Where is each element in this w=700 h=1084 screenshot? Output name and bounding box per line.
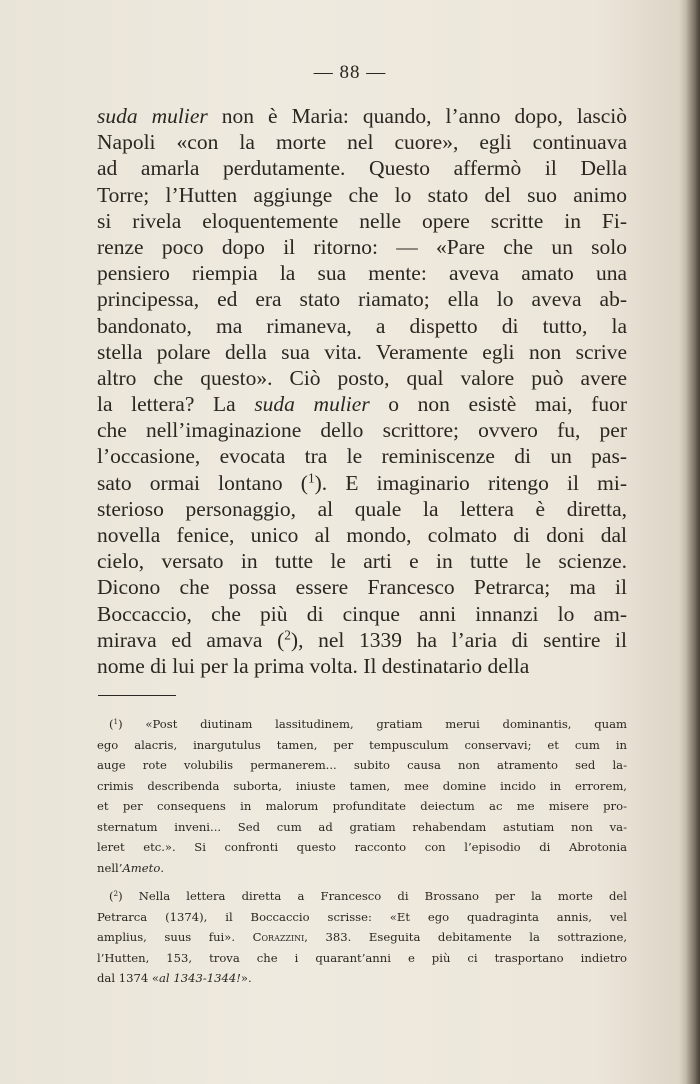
main-text <box>97 103 627 679</box>
italic-text: suda mulier <box>97 104 208 128</box>
text-run: , 383. Eseguita debitamente la sottrazione, <box>304 930 628 944</box>
footnote-reference: 1 <box>307 470 315 486</box>
text-line <box>97 103 627 129</box>
text-run: la lettera? La <box>97 392 255 417</box>
text-line <box>97 522 627 548</box>
footnote-reference: 2 <box>113 889 119 899</box>
text-run: non è Maria: quando, l’anno dopo, lasciò <box>207 104 627 128</box>
footnote-2 <box>97 886 627 989</box>
text-run: et per consequens in malorum profunditate deiectum ac me misere pro- <box>97 799 627 813</box>
footnote-line <box>97 735 627 756</box>
text-line <box>97 182 627 208</box>
text-run: stella polare della sua vita. Veramente egli non scrive <box>97 339 627 364</box>
text-line <box>97 601 627 627</box>
text-line <box>97 391 627 417</box>
text-run: ). E imaginario ritengo il mi- <box>314 470 627 495</box>
footnote-line <box>97 927 627 948</box>
text-run: ), nel 1339 ha l’aria di sentire il <box>290 627 627 652</box>
text-run: novella fenice, unico al mondo, colmato di doni dal <box>97 523 627 547</box>
footnotes <box>97 714 627 989</box>
text-run: ) «Post diutinam lassitudinem, gratiam merui dominantis, quam <box>118 717 627 731</box>
text-run: o non esistè mai, fuor <box>369 392 627 417</box>
page-edge-shadow <box>686 0 700 1084</box>
footnote-line <box>97 796 627 817</box>
footnote-line <box>97 817 627 838</box>
text-line <box>97 155 627 181</box>
text-run: l’occasione, evocata tra le reminiscenze di un pas- <box>97 444 627 469</box>
footnote-spacer <box>97 878 627 886</box>
text-run: ) Nella lettera diretta a Francesco di Brossano per la morte del <box>118 889 627 903</box>
text-run: bandonato, ma rimaneva, a dispetto di tutto, la <box>97 313 627 338</box>
footnote-line <box>97 837 627 858</box>
text-run: Torre; l’Hutten aggiunge che lo stato del suo animo <box>97 182 627 207</box>
text-run: altro che questo». Ciò posto, qual valore può avere <box>97 365 627 390</box>
text-run: ( <box>109 717 114 731</box>
text-run: cielo, versato in tutte le arti e in tutte le scienze. <box>97 549 627 574</box>
text-line <box>97 286 627 312</box>
text-line <box>97 260 627 286</box>
text-line <box>97 129 627 155</box>
text-run: ». <box>240 971 252 985</box>
footnote-line <box>97 907 627 928</box>
text-run: leret etc.». Si confronti questo racconto con l’episodio di Abrotonia <box>97 840 627 854</box>
text-line <box>97 417 627 443</box>
text-run: che nell’imaginazione dello scrittore; ovvero fu, per <box>97 418 627 443</box>
text-run: l’Hutten, 153, trova che i quarant’anni e più ci trasportano indietro <box>97 950 627 965</box>
text-run: ( <box>109 889 114 903</box>
text-run: amplius, suus fui». <box>97 930 253 944</box>
text-line <box>97 548 627 574</box>
italic-text: Ameto <box>122 860 161 875</box>
text-run: . <box>160 860 164 875</box>
italic-text: al 1343-1344! <box>159 971 241 985</box>
text-run: ad amarla perdutamente. Questo affermò il Della <box>97 156 627 181</box>
text-line <box>97 339 627 365</box>
footnote-line <box>97 886 627 907</box>
footnote-line <box>97 776 627 797</box>
text-run: ego alacris, inargutulus tamen, per tempusculum conservavi; et cum in <box>97 737 627 752</box>
footnote-line <box>97 968 627 989</box>
text-run: sterioso personaggio, al quale la lettera è diretta, <box>97 496 627 521</box>
footnote-line <box>97 858 627 879</box>
text-run: crimis describenda suborta, iniuste tamen, mee domine incido in errorem, <box>97 778 627 793</box>
text-line <box>97 313 627 339</box>
text-line <box>97 470 627 496</box>
text-run: Corazzini <box>252 930 305 944</box>
text-run: nell’ <box>97 860 123 875</box>
text-run: Napoli «con la morte nel cuore», egli continuava <box>97 130 627 155</box>
text-run: sato ormai lontano ( <box>97 470 308 495</box>
page-number: — 88 — <box>313 62 387 83</box>
text-run: Petrarca (1374), il Boccaccio scrisse: «Et ego quadraginta annis, vel <box>97 909 627 924</box>
text-line <box>97 208 627 234</box>
text-line <box>97 234 627 260</box>
text-run: nome di lui per la prima volta. Il destinatario della <box>97 653 530 678</box>
footnote-reference: 1 <box>113 717 119 727</box>
text-line <box>97 627 627 653</box>
footnote-reference: 2 <box>284 627 291 643</box>
footnote-1 <box>97 714 627 878</box>
text-run: Dicono che possa essere Francesco Petrarca; ma il <box>97 575 627 600</box>
text-run: pensiero riempia la sua mente: aveva amato una <box>97 261 627 286</box>
footnote-line <box>97 714 627 735</box>
footnote-line <box>97 755 627 776</box>
text-run: si rivela eloquentemente nelle opere scritte in Fi- <box>97 208 627 233</box>
text-run: mirava ed amava ( <box>97 627 285 652</box>
text-run: sternatum inveni... Sed cum ad gratiam rehabendam astutiam non va- <box>97 819 627 834</box>
footnote-divider <box>98 695 176 696</box>
italic-text: suda mulier <box>254 392 370 417</box>
text-line <box>97 365 627 391</box>
text-line <box>97 443 627 469</box>
text-run: Boccaccio, che più di cinque anni innanzi lo am- <box>97 601 627 626</box>
footnote-line <box>97 948 627 969</box>
text-run: principessa, ed era stato riamato; ella lo aveva ab- <box>97 287 627 312</box>
text-run: auge rote volubilis permanerem... subito causa non atramento sed la- <box>97 758 627 772</box>
text-line <box>97 574 627 600</box>
text-line <box>97 653 627 679</box>
text-line <box>97 496 627 522</box>
text-run: dal 1374 « <box>97 971 160 985</box>
text-run: renze poco dopo il ritorno: — «Pare che un solo <box>97 234 627 259</box>
